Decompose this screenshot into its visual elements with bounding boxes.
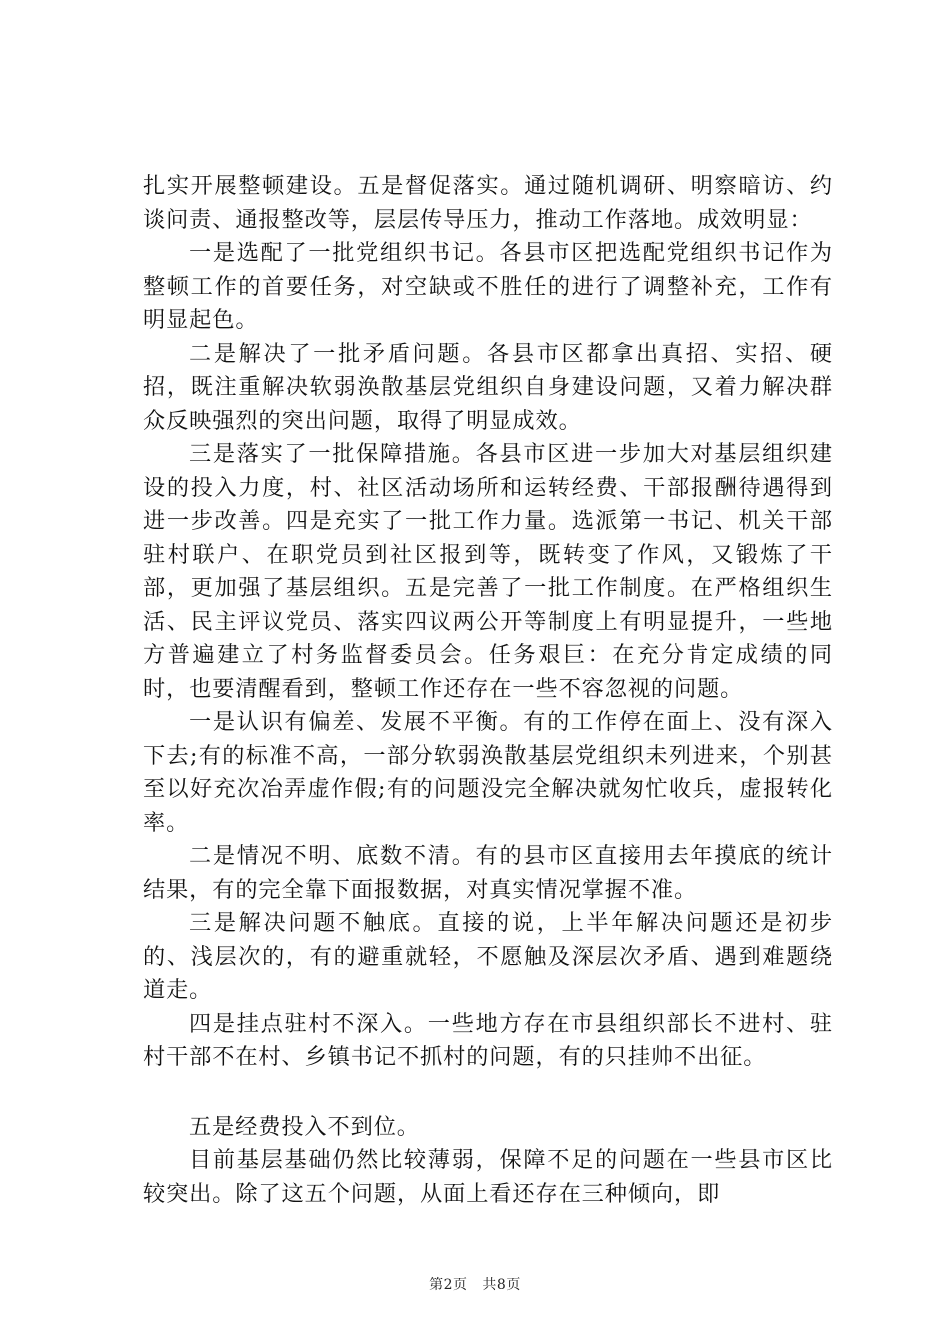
document-body [143,170,833,1211]
paragraph: 三是落实了一批保障措施。各县市区进一步加大对基层组织建设的投入力度，村、社区活动场所和运转经费、干部报酬待遇得到进一步改善。四是充实了一批工作力量。选派第一书记、机关干部驻村联户、在职党员到社区报到等，既转变了作风，又锻炼了干部，更加强了基层组织。五是完善了一批工作制度。在严格组织生活、民主评议党员、落实四议两公开等制度上有明显提升，一些地方普遍建立了村务监督委员会。任务艰巨：在充分肯定成绩的同时，也要清醒看到，整顿工作还存在一些不容忽视的问题。 [143,441,833,702]
paragraph: 四是挂点驻村不深入。一些地方存在市县组织部长不进村、驻村干部不在村、乡镇书记不抓村的问题，有的只挂帅不出征。 [143,1010,833,1070]
paragraph: 二是情况不明、底数不清。有的县市区直接用去年摸底的统计结果，有的完全靠下面报数据，对真实情况掌握不准。 [143,843,833,903]
paragraph: 五是经费投入不到位。 [189,1113,420,1140]
paragraph: 目前基层基础仍然比较薄弱，保障不足的问题在一些县市区比较突出。除了这五个问题，从面上看还存在三种倾向，即 [143,1147,833,1207]
paragraph: 一是认识有偏差、发展不平衡。有的工作停在面上、没有深入下去;有的标准不高，一部分软弱涣散基层党组织未列进来，个别甚至以好充次冶弄虚作假;有的问题没完全解决就匆忙收兵，虚报转化率。 [143,709,833,836]
paragraph: 扎实开展整顿建设。五是督促落实。通过随机调研、明察暗访、约谈问责、通报整改等，层层传导压力，推动工作落地。成效明显： [143,173,833,233]
page-total: 共8页 [482,1277,521,1293]
paragraph: 二是解决了一批矛盾问题。各县市区都拿出真招、实招、硬招，既注重解决软弱涣散基层党组织自身建设问题，又着力解决群众反映强烈的突出问题，取得了明显成效。 [143,340,833,434]
page-number: 第2页 [429,1277,468,1293]
paragraph: 一是选配了一批党组织书记。各县市区把选配党组织书记作为整顿工作的首要任务，对空缺或不胜任的进行了调整补充，工作有明显起色。 [143,240,833,333]
paragraph: 三是解决问题不触底。直接的说，上半年解决问题还是初步的、浅层次的，有的避重就轻，不愿触及深层次矛盾、遇到难题绕道走。 [143,910,833,1003]
page-footer [0,1274,950,1294]
